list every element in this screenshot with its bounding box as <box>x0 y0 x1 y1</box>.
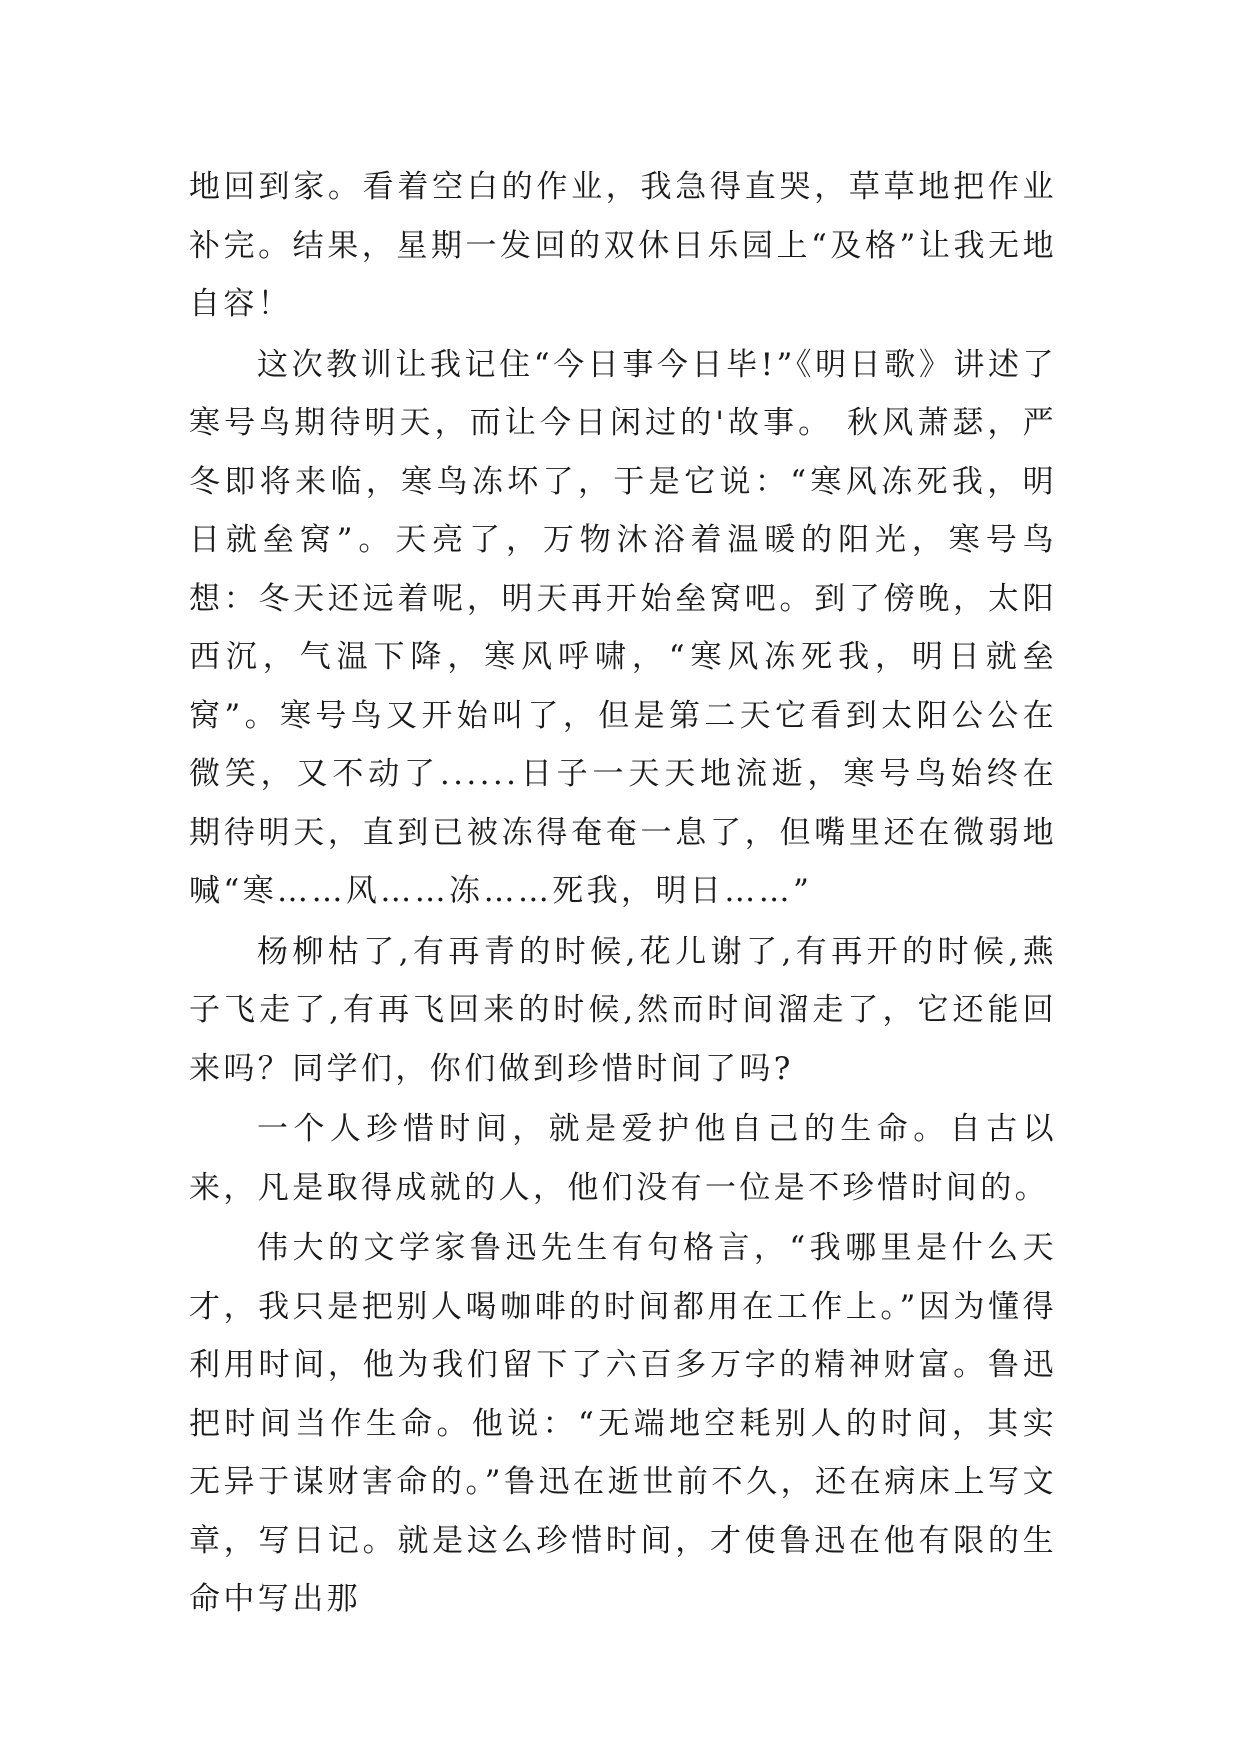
paragraph-2: 这次教训让我记住“今日事今日毕!”《明日歌》讲述了寒号鸟期待明天，而让今日闲过的'故事。 秋风萧瑟，严冬即将来临，寒鸟冻坏了，于是它说：“寒风冻死我，明日就垒窝”。天亮了，万物沐浴着温暖的阳光，寒号鸟想：冬天还远着呢，明天再开始垒窝吧。到了傍晚，太阳西沉，气温下降，寒风呼啸，“寒风冻死我，明日就垒窝”。寒号鸟又开始叫了，但是第二天它看到太阳公公在微笑，又不动了......日子一天天地流逝，寒号鸟始终在期待明天，直到已被冻得奄奄一息了，但嘴里还在微弱地喊“寒……风……冻……死我，明日……” <box>189 346 1057 909</box>
paragraph-4: 一个人珍惜时间，就是爱护他自己的生命。自古以来，凡是取得成就的人，他们没有一位是不珍惜时间的。 <box>189 1111 1057 1206</box>
paragraph-3: 杨柳枯了,有再青的时候,花儿谢了,有再开的时候,燕子飞走了,有再飞回来的时候,然而时间溜走了，它还能回来吗？同学们，你们做到珍惜时间了吗? <box>189 933 1057 1087</box>
document-body <box>189 158 1057 1631</box>
paragraph-5: 伟大的文学家鲁迅先生有句格言，“我哪里是什么天才，我只是把别人喝咖啡的时间都用在工作上。”因为懂得利用时间，他为我们留下了六百多万字的精神财富。鲁迅把时间当作生命。他说：“无端地空耗别人的时间，其实无异于谋财害命的。”鲁迅在逝世前不久，还在病床上写文章，写日记。就是这么珍惜时间，才使鲁迅在他有限的生命中写出那 <box>189 1230 1057 1617</box>
paragraph-1: 地回到家。看着空白的作业，我急得直哭，草草地把作业补完。结果，星期一发回的双休日乐园上“及格”让我无地自容！ <box>189 169 1057 322</box>
